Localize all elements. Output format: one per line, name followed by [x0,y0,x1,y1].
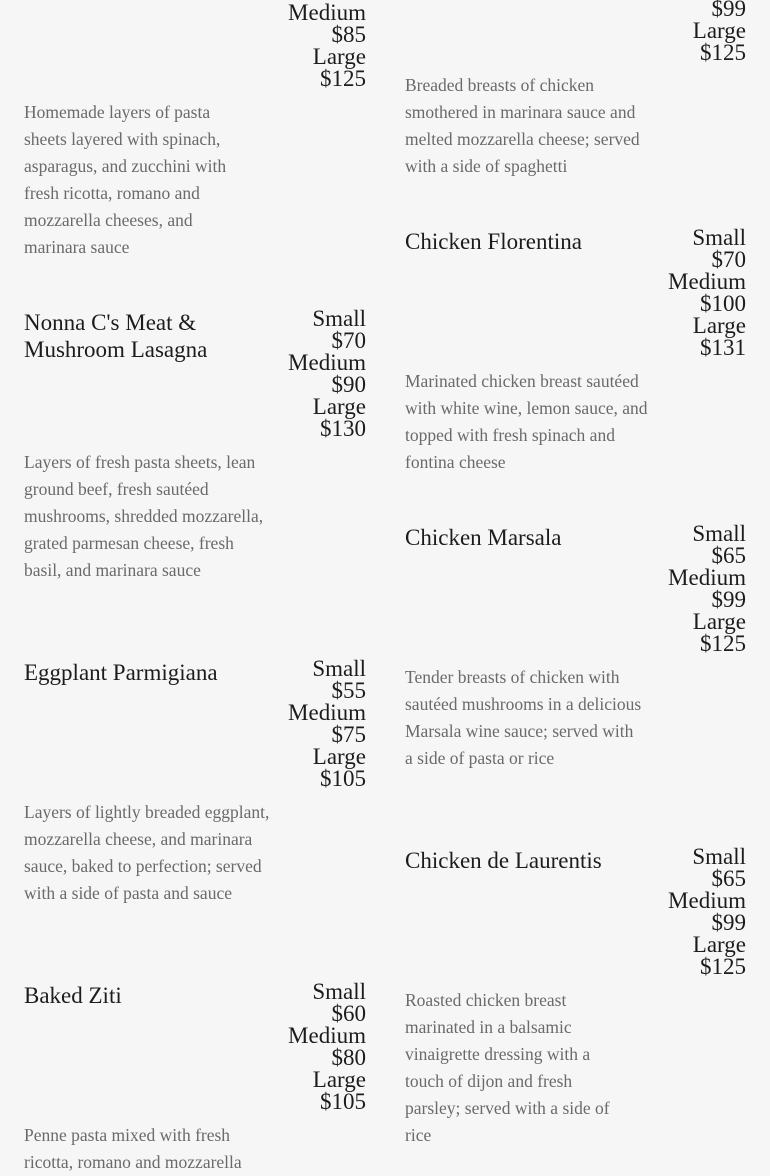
price-value: $99 [711,910,746,935]
price-label: Medium [668,888,746,913]
price-list [288,658,366,790]
price-label: Large [312,394,366,419]
price-label: Large [692,18,746,43]
item-name-chicken-florentina[interactable]: Chicken Florentina [405,229,582,254]
price-label: Small [692,844,746,869]
price-label: Large [312,44,366,69]
item-description: Homemade layers of pasta sheets layered with spinach, asparagus, and zucchini with fresh ricotta, romano and mozzarella cheeses, and marinara sauce [24,102,227,257]
price-value: $125 [700,954,746,979]
price-list [668,227,746,359]
price-label: Medium [288,1023,366,1048]
price-label: Large [692,609,746,634]
price-label: Medium [668,269,746,294]
price-value: $65 [711,866,746,891]
price-value: $80 [331,1045,366,1070]
price-value: $70 [331,328,366,353]
price-value: $75 [331,722,366,747]
price-value: $105 [320,766,366,791]
price-value: $125 [320,66,366,91]
price-value: $99 [711,0,746,21]
item-name-eggplant-parmigiana[interactable]: Eggplant Parmigiana [24,660,218,685]
price-label: Large [692,932,746,957]
price-value: $105 [320,1089,366,1114]
item-description: Layers of fresh pasta sheets, lean ground beef, fresh sautéed mushrooms, shredded mozzarella, grated parmesan cheese, fresh basil, and marinara sauce [24,452,264,580]
price-value: $65 [711,543,746,568]
price-list [693,0,746,64]
item-name-meat-mushroom-lasagna[interactable]: Nonna C's Meat & Mushroom Lasagna [24,310,208,362]
price-label: Medium [668,565,746,590]
price-value: $125 [700,40,746,65]
price-label: Medium [288,0,366,25]
price-value: $125 [700,631,746,656]
price-label: Large [692,313,746,338]
price-label: Small [312,306,366,331]
price-label: Small [692,225,746,250]
item-description: Tender breasts of chicken with sautéed mushrooms in a delicious Marsala wine sauce; served with a side of pasta or rice [405,667,642,768]
price-value: $55 [331,678,366,703]
item-name-baked-ziti[interactable]: Baked Ziti [24,983,122,1008]
price-label: Small [692,521,746,546]
price-label: Small [312,656,366,681]
price-list [668,523,746,655]
price-label: Medium [288,350,366,375]
price-label: Medium [288,700,366,725]
item-name-chicken-marsala[interactable]: Chicken Marsala [405,525,562,550]
price-value: $90 [331,372,366,397]
item-description: Marinated chicken breast sautéed with white wine, lemon sauce, and topped with fresh spinach and fontina cheese [405,371,648,472]
price-value: $130 [320,416,366,441]
price-value: $131 [700,335,746,360]
price-value: $100 [700,291,746,316]
price-value: $85 [331,22,366,47]
item-description: Roasted chicken breast marinated in a balsamic vinaigrette dressing with a touch of dijon and fresh parsley; served with a side of rice [405,990,610,1145]
price-list [288,981,366,1113]
price-value: $99 [711,587,746,612]
price-list [288,2,366,90]
price-label: Large [312,744,366,769]
price-list [668,846,746,978]
price-value: $70 [711,247,746,272]
item-name-chicken-de-laurentis[interactable]: Chicken de Laurentis [405,848,602,873]
price-list [288,308,366,440]
price-value: $60 [331,1001,366,1026]
price-label: Large [312,1067,366,1092]
item-description: Penne pasta mixed with fresh ricotta, romano and mozzarella [24,1125,242,1172]
price-label: Small [312,979,366,1004]
item-description: Breaded breasts of chicken smothered in marinara sauce and melted mozzarella cheese; served with a side of spaghetti [405,75,640,176]
item-description: Layers of lightly breaded eggplant, mozzarella cheese, and marinara sauce, baked to perfection; served with a side of pasta and sauce [24,802,270,903]
